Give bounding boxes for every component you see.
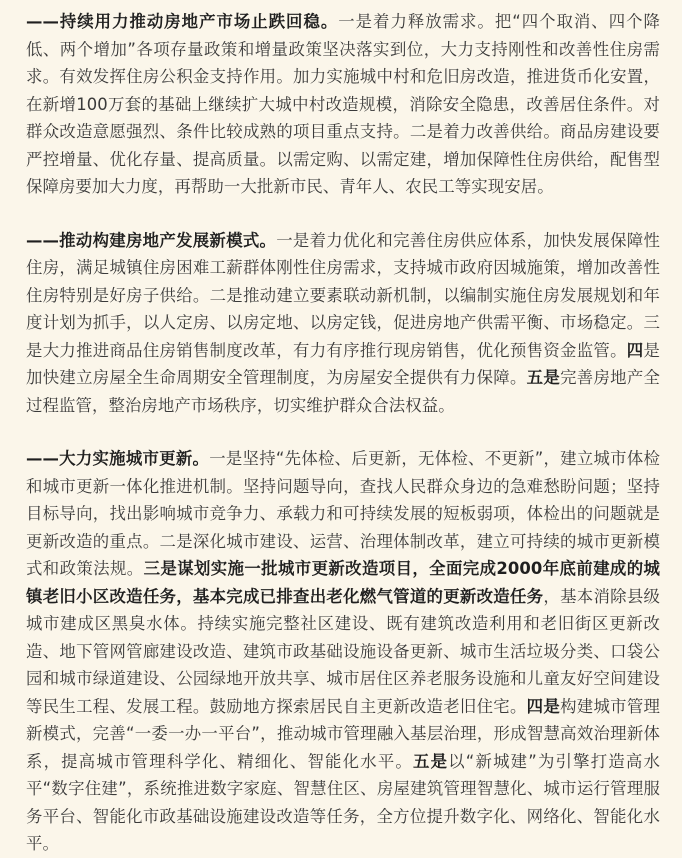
paragraph-text: 完善房地产全过程监管，整治房地产市场秩序，切实维护群众合法权益。	[26, 368, 660, 415]
bold-marker: 四	[626, 340, 644, 360]
bold-marker: 五是	[526, 368, 561, 387]
bold-highlight: 三是谋划实施一批城市更新改造项目，全面完成2000年底前建成的城镇老旧小区改造任务，基本完成已排查出老化燃气管道的更新改造任务	[26, 559, 660, 606]
paragraph-text: 一是坚持“先体检、后更新，无体检、不更新”，建立城市体检和城市更新一体化推进机制。坚持问题导向，查找人民群众身边的急难愁盼问题；坚持目标导向，找出影响城市竞争力、承载力和可持续发展的短板弱项，体检出的问题就是更新改造的重点。二是深化城市建设、运营、治理体制改革，建立可持续的城市更新模式和政策法规。	[26, 449, 660, 578]
paragraph-new-development-model	[26, 227, 660, 420]
paragraph-text: 是加快建立房屋全生命周期安全管理制度，为房屋安全提供有力保障。	[26, 340, 660, 387]
bold-marker: 五是	[413, 751, 449, 771]
section-heading: ——大力实施城市更新。	[26, 449, 210, 468]
paragraph-text: 一是着力优化和完善住房供应体系，加快发展保障性住房，满足城镇住房困难工薪群体刚性住房需求，支持城市政府因城施策，增加改善性住房特别是好房子供给。二是推动建立要素联动新机制，以编制实施住房发展规划和年度计划为抓手，以人定房、以房定地、以房定钱，促进房地产供需平衡、市场稳定。三是大力推进商品住房销售制度改革，有力有序推行现房销售，优化预售资金监管。	[26, 230, 660, 360]
section-heading: ——持续用力推动房地产市场止跌回稳。	[26, 12, 339, 31]
paragraph-text: 构建城市管理新模式，完善“一委一办一平台”，推动城市管理融入基层治理，形成智慧高效治理新体系，提高城市管理科学化、精细化、智能化水平。	[26, 696, 660, 771]
paragraph-stabilize-market	[26, 8, 660, 201]
paragraph-text: 以“新城建”为引擎打造高水平“数字住建”，系统推进数字家庭、智慧住区、房屋建筑管理智慧化、城市运行管理服务平台、智能化市政基础设施建设改造等任务，全方位提升数字化、网络化、智能化水平。	[26, 751, 660, 853]
bold-marker: 四是	[526, 696, 561, 716]
section-heading: ——推动构建房地产发展新模式。	[26, 230, 277, 250]
paragraph-text: 一是着力释放需求。把“四个取消、四个降低、两个增加”各项存量政策和增量政策坚决落实到位，大力支持刚性和改善性住房需求。有效发挥住房公积金支持作用。加力实施城中村和危旧房改造，推进货币化安置，在新增100万套的基础上继续扩大城中村改造规模，消除安全隐患，改善居住条件。对群众改造意愿强烈、条件比较成熟的项目重点支持。二是着力改善供给。商品房建设要严控增量、优化存量、提高质量。以需定购、以需定建，增加保障性住房供给，配售型保障房要加大力度，再帮助一大批新市民、青年人、农民工等实现安居。	[26, 12, 660, 196]
paragraph-text: ，基本消除县级城市建成区黑臭水体。持续实施完整社区建设、既有建筑改造利用和老旧街区更新改造、地下管网管廊建设改造、建筑市政基础设施设备更新、城市生活垃圾分类、口袋公园和城市绿道建设、公园绿地开放共享、城市居住区养老服务设施和儿童友好空间建设等民生工程、发展工程。鼓励地方探索居民自主更新改造老旧住宅。	[26, 586, 661, 716]
paragraph-urban-renewal	[26, 445, 660, 858]
